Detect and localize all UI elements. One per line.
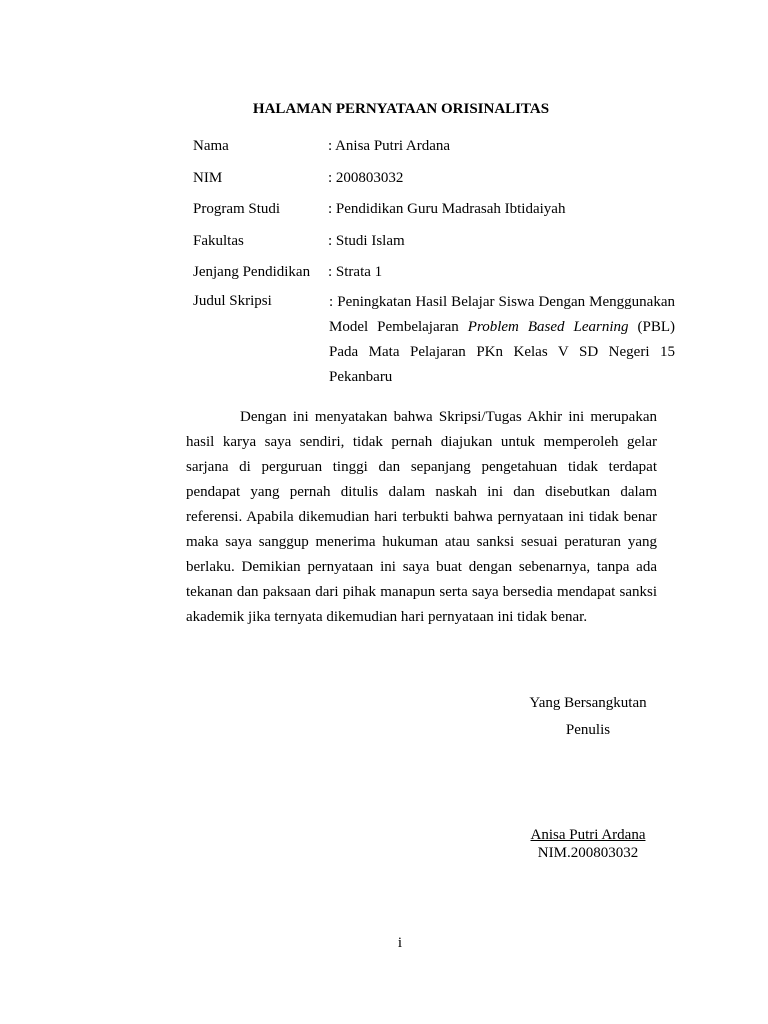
thesis-title-part: : Peningkatan Hasil Belajar Siswa Dengan Menggunakan Model Pembelajaran xyxy=(329,294,675,335)
field-label: Judul Skripsi xyxy=(193,293,272,309)
field-label: Fakultas xyxy=(193,233,244,249)
field-label: Program Studi xyxy=(193,201,281,217)
page-title: HALAMAN PERNYATAAN ORISINALITAS xyxy=(252,101,550,117)
field-label: Jenjang Pendidikan xyxy=(193,264,311,280)
field-value: : Pendidikan Guru Madrasah Ibtidaiyah xyxy=(328,201,566,217)
signature-line-2: Penulis xyxy=(565,722,611,738)
thesis-title-italic: Problem Based Learning xyxy=(467,319,629,335)
page-number: i xyxy=(397,935,403,951)
field-label: NIM xyxy=(193,170,223,186)
field-value: : Strata 1 xyxy=(328,264,383,280)
statement-paragraph: Dengan ini menyatakan bahwa Skripsi/Tugas Akhir ini merupakan hasil karya saya sendiri, tidak pernah diajukan untuk memperoleh gelar sarjana di perguruan tinggi dan sepanjang pengetahuan tidak terdapat pendapat yang pernah ditulis dalam naskah ini dan disebutkan dalam referensi. Apabila dikemudian hari terbukti bahwa pernyataan ini tidak benar maka saya sanggup menerima hukuman atau sanksi sesuai peraturan yang berlaku. Demikian pernyataan ini saya buat dengan sebenarnya, tanpa ada tekanan dan paksaan dari pihak manapun serta saya bersedia mendapat sanksi akademik jika ternyata dikemudian hari pernyataan ini tidak benar. xyxy=(186,409,657,625)
thesis-title-part: (PBL) Pada Mata Pelajaran PKn Kelas V SD Negeri 15 Pekanbaru xyxy=(329,319,676,385)
signatory-nim: NIM.200803032 xyxy=(537,845,639,861)
field-value: : Anisa Putri Ardana xyxy=(328,138,451,154)
signature-line-1: Yang Bersangkutan xyxy=(529,695,647,711)
field-value: : 200803032 xyxy=(328,170,404,186)
thesis-title-value xyxy=(329,290,675,390)
field-value: : Studi Islam xyxy=(328,233,405,249)
signatory-name: Anisa Putri Ardana xyxy=(530,827,646,843)
field-label: Nama xyxy=(193,138,229,154)
